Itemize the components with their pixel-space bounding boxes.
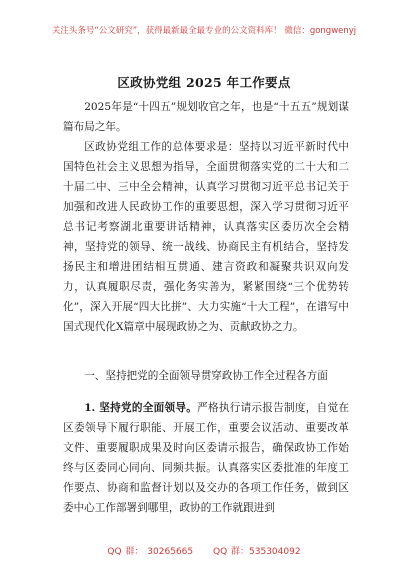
point-1-paragraph [63,398,349,518]
section-heading-1: 一、坚持把党的全面领导贯穿政协工作全过程各方面 [84,370,328,382]
intro-paragraph: 2025年是“十四五”规划收官之年，也是“十五五”规划谋篇布局之年。 [63,101,349,133]
requirements-paragraph: 区政协党组工作的总体要求是：坚持以习近平新时代中国特色社会主义思想为指导，全面贯彻落实党的二十大和二十届二中、三中全会精神，认真学习贯彻习近平总书记关于加强和改进人民政协工作的重要思想，深入学习贯彻习近平总书记考察湖北重要讲话精神，认真落实区委历次全会精神，坚持党的领导、统一战线、协商民主有机结合，坚持发扬民主和增进团结相互贯通、建言资政和凝聚共识双向发力，认真履职尽责，强化务实善为，紧紧围绕“三个优势转化”，深入开展“四大比拼”、大力实施“十大工程”，在谱写中国式现代化X篇章中展现政协之为、贡献政协之力。 [63,141,349,333]
point-1-title: 1. 坚持党的全面领导。 [84,402,198,414]
document-title: 区政协党组 2025 年工作要点 [117,75,291,90]
header-promo-note: 关注头条号“公文研究”，获得最新最全最专业的公文资料库！ 微信：gongwenyj [51,26,357,36]
footer-contact [0,544,408,557]
footer-qq-group-2: QQ 群：535304092 [213,547,301,557]
footer-qq-group-1: QQ 群： 30265665 [107,547,194,557]
point-1-body: 严格执行请示报告制度，自觉在区委领导下履行职能、开展工作，重要会议活动、重要改革文件、重要履职成果及时向区委请示报告，确保政协工作始终与区委同心同向、同频共振。认真落实区委批准的年度工作要点、协商和监督计划以及交办的各项工作任务，做到区委中心工作部署到哪里，政协的工作就跟进到 [63,402,350,514]
